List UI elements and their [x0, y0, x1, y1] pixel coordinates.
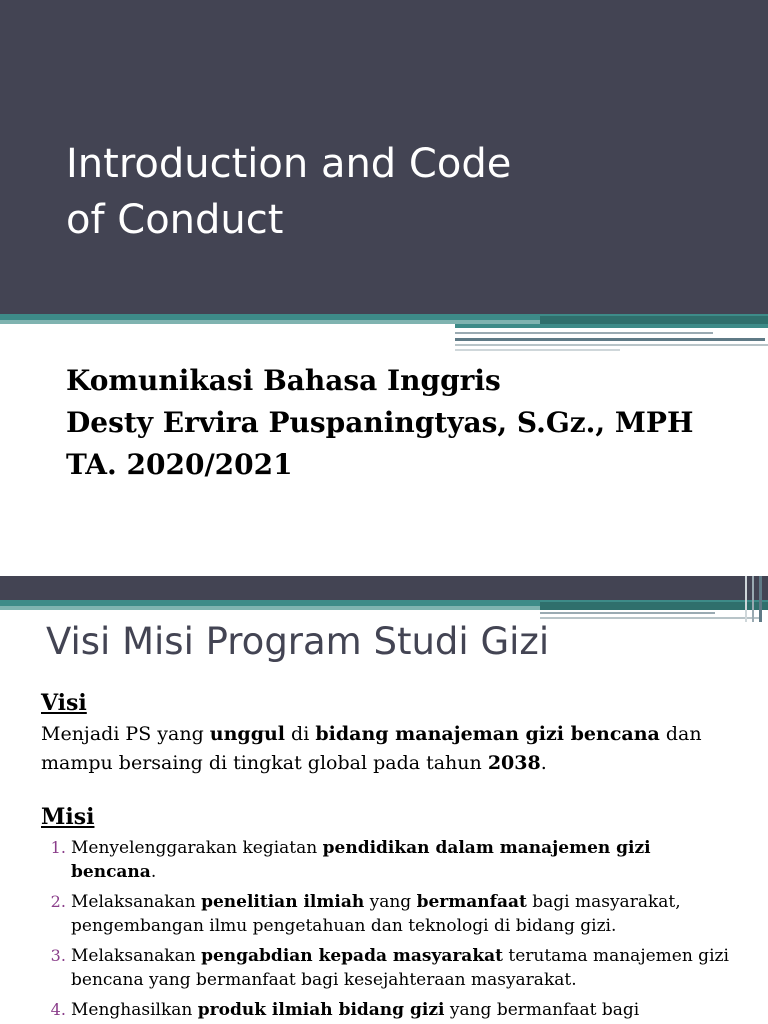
list-item: 2. Melaksanakan penelitian ilmiah yang bermanfaat bagi masyarakat, pengembangan ilmu pengetahuan dan teknologi di bidang gizi. [71, 890, 741, 938]
misi-heading: Misi [41, 804, 95, 830]
list-item: 1. Menyelenggarakan kegiatan pendidikan dalam manajemen gizi bencana. [71, 836, 741, 884]
decorative-bar [540, 316, 768, 324]
decorative-bar [759, 576, 762, 622]
decorative-bar [745, 576, 747, 622]
visi-text: Menjadi PS yang unggul di bidang manajeman gizi bencana dan mampu bersaing di tingkat global pada tahun 2038. [41, 723, 702, 774]
presentation-subtitle [66, 360, 756, 486]
presentation-title [66, 136, 626, 248]
lecturer-name: Desty Ervira Puspaningtyas, S.Gz., MPH [66, 406, 694, 439]
visi-heading: Visi [41, 690, 87, 716]
decorative-bar [0, 576, 768, 600]
slide-title: Visi Misi Program Studi Gizi [46, 620, 550, 663]
decorative-bar [540, 617, 760, 619]
decorative-bar [540, 602, 768, 610]
misi-list [41, 836, 741, 1022]
decorative-bar [455, 332, 713, 334]
title-line-2: of Conduct [66, 197, 284, 243]
decorative-bar [540, 612, 715, 614]
academic-year: TA. 2020/2021 [66, 448, 293, 481]
slide-body [41, 688, 741, 1024]
list-item: 4. Menghasilkan produk ilmiah bidang gizi yang bermanfaat bagi [71, 998, 741, 1022]
decorative-bar [455, 344, 768, 346]
course-name: Komunikasi Bahasa Inggris [66, 364, 501, 397]
decorative-bar [455, 324, 768, 328]
decorative-bar [455, 349, 620, 351]
title-line-1: Introduction and Code [66, 141, 512, 187]
decorative-bar [752, 576, 754, 622]
decorative-bar [455, 338, 765, 341]
list-item: 3. Melaksanakan pengabdian kepada masyarakat terutama manajemen gizi bencana yang bermanfaat bagi kesejahteraan masyarakat. [71, 944, 741, 992]
vision-mission-slide [0, 576, 768, 1024]
